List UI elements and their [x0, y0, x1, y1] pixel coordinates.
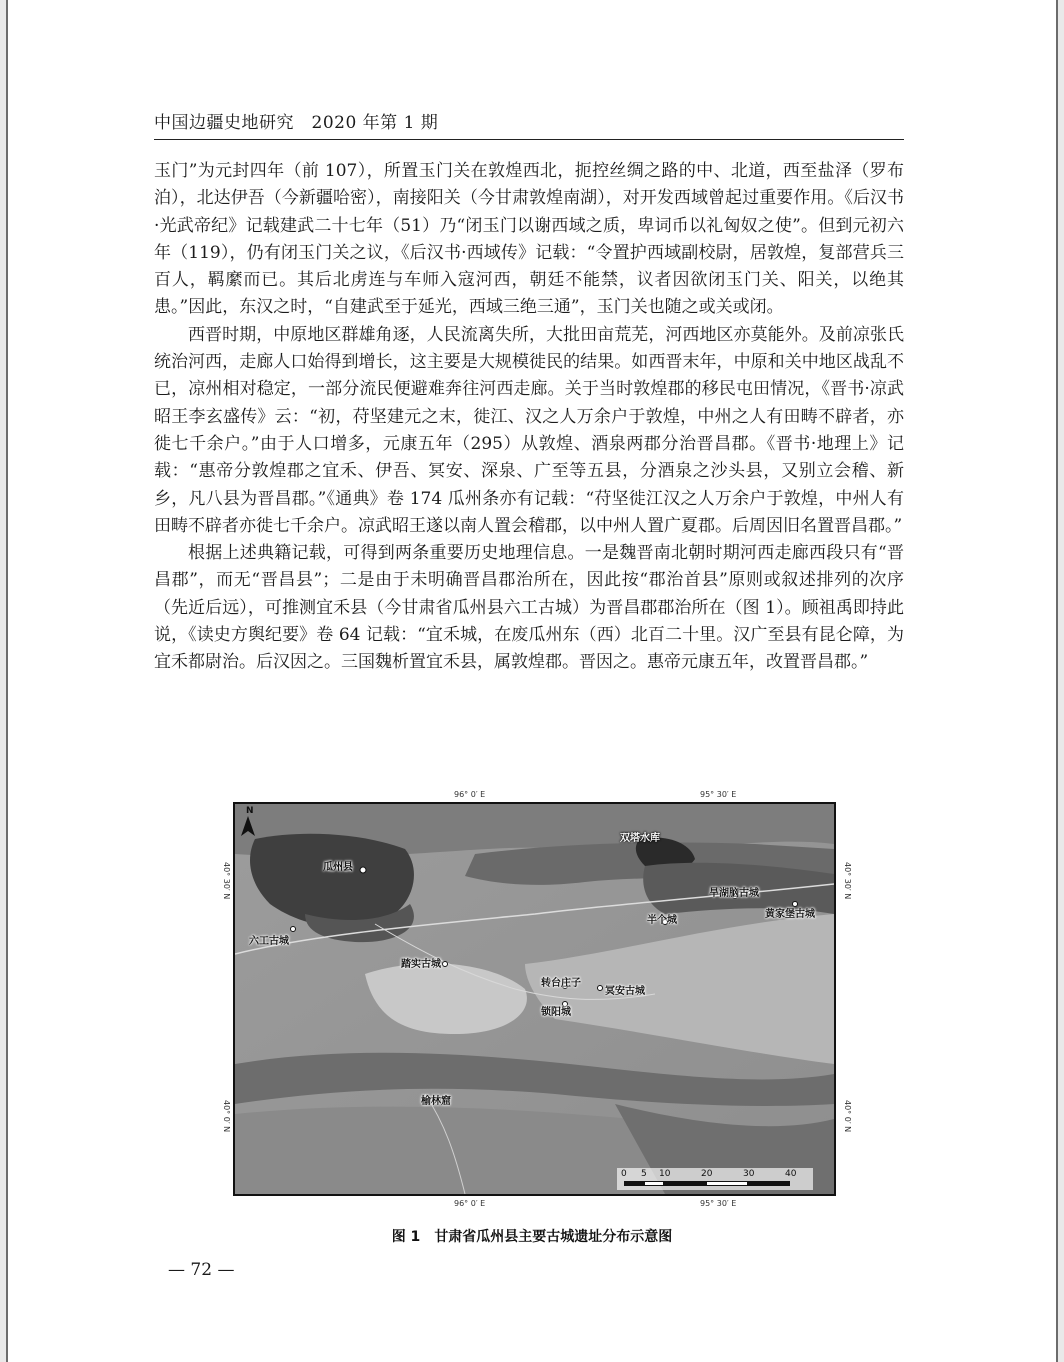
scale-label: 10 [659, 1169, 671, 1179]
coord-left-lower: 40° 0′ N [222, 1100, 231, 1133]
paragraph: 西晋时期，中原地区群雄角逐，人民流离失所，大批田亩荒芜，河西地区亦莫能外。及前凉张氏统治河西，走廊人口始得到增长，这主要是大规模徙民的结果。如西晋末年，中原和关中地区战乱不已，凉州相对稳定，一部分流民便避难奔往河西走廊。关于当时敦煌郡的移民屯田情况，《晋书·凉武昭王李玄盛传》云：“初，苻坚建元之末，徙江、汉之人万余户于敦煌，中州之人有田畴不辟者，亦徙七千余户。”由于人口增多，元康五年（295）从敦煌、酒泉两郡分治晋昌郡。《晋书·地理上》记载：“惠帝分敦煌郡之宜禾、伊吾、冥安、深泉、广至等五县，分酒泉之沙头县，又别立会稽、新乡，凡八县为晋昌郡。”《通典》卷 174 瓜州条亦有记载：“苻坚徙江汉之人万余户于敦煌，中州人有田畴不辟者亦徙七千余户。凉武昭王遂以南人置会稽郡，以中州人置广夏郡。后周因旧名置晋昌郡。” [154, 324, 904, 536]
scale-segment [644, 1181, 664, 1186]
label-hanhudun: 旱湖脑古城 [709, 888, 759, 899]
page-number: — 72 — [168, 1260, 235, 1280]
label-mingan: 冥安古城 [605, 986, 645, 997]
scale-label: 20 [701, 1169, 713, 1179]
map-figure [233, 802, 836, 1196]
scale-segment [624, 1181, 644, 1186]
header-divider [154, 139, 904, 140]
north-arrow-icon [239, 814, 257, 844]
label-yulin: 榆林窟 [421, 1096, 451, 1107]
paragraph: 根据上述典籍记载，可得到两条重要历史地理信息。一是魏晋南北朝时期河西走廊西段只有“晋昌郡”，而无“晋昌县”；二是由于未明确晋昌郡治所在，因此按“郡治首县”原则或叙述排列的次序（先近后远），可推测宜禾县（今甘肃省瓜州县六工古城）为晋昌郡郡治所在（图 1）。顾祖禹即持此说，《读史方舆纪要》卷 64 记载：“宜禾城，在废瓜州东（西）北百二十里。汉广至县有昆仑障，为宜禾都尉治。后汉因之。三国魏析置宜禾县，属敦煌郡。晋因之。惠帝元康五年，改置晋昌郡。” [154, 543, 904, 673]
scale-label: 0 [621, 1169, 627, 1179]
coord-top-right: 95° 30′ E [700, 790, 737, 799]
coord-left-upper: 40° 30′ N [222, 862, 231, 900]
label-suoyang: 锁阳城 [541, 1007, 571, 1018]
scale-bar [617, 1168, 813, 1190]
scale-segment [748, 1181, 790, 1186]
article-body [154, 158, 904, 677]
label-bange: 半个城 [647, 915, 677, 926]
label-zhuantai: 转台庄子 [541, 978, 581, 989]
label-liugong: 六工古城 [249, 936, 289, 947]
coord-right-upper: 40° 30′ N [843, 862, 852, 900]
figure-number: 图 1 [391, 1229, 421, 1245]
scale-label: 5 [641, 1169, 647, 1179]
north-arrow [239, 808, 257, 838]
label-shuangta: 双塔水库 [620, 833, 660, 844]
coord-bottom-right: 95° 30′ E [700, 1199, 737, 1208]
north-letter: N [246, 806, 254, 816]
figure-caption [0, 1226, 1064, 1246]
paragraph: 玉门”为元封四年（前 107），所置玉门关在敦煌西北，扼控丝绸之路的中、北道，西至盐泽（罗布泊），北达伊吾（今新疆哈密），南接阳关（今甘肃敦煌南湖），对开发西域曾起过重要作用。《后汉书·光武帝纪》记载建武二十七年（51）乃“闭玉门以谢西域之质，卑词币以礼匈奴之使”。但到元初六年（119），仍有闭玉门关之议，《后汉书·西域传》记载：“令置护西域副校尉，居敦煌，复部营兵三百人，羁縻而已。其后北虏连与车师入寇河西，朝廷不能禁，议者因欲闭玉门关、阳关，以绝其患。”因此，东汉之时，“自建武至于延光，西域三绝三通”，玉门关也随之或关或闭。 [154, 161, 904, 318]
scale-segment [706, 1181, 748, 1186]
label-guazhou: 瓜州县 [323, 862, 353, 873]
coord-right-lower: 40° 0′ N [843, 1100, 852, 1133]
figure-title: 甘肃省瓜州县主要古城遗址分布示意图 [434, 1229, 673, 1245]
scale-label: 30 [743, 1169, 755, 1179]
coord-bottom-left: 96° 0′ E [454, 1199, 486, 1208]
scale-label: 40 [785, 1169, 797, 1179]
journal-header: 中国边疆史地研究 2020 年第 1 期 [154, 113, 439, 133]
coord-top-left: 96° 0′ E [454, 790, 486, 799]
label-tashi: 踏实古城 [401, 959, 441, 970]
label-huangjiapu: 黄家堡古城 [765, 909, 815, 920]
scale-segment [664, 1181, 706, 1186]
